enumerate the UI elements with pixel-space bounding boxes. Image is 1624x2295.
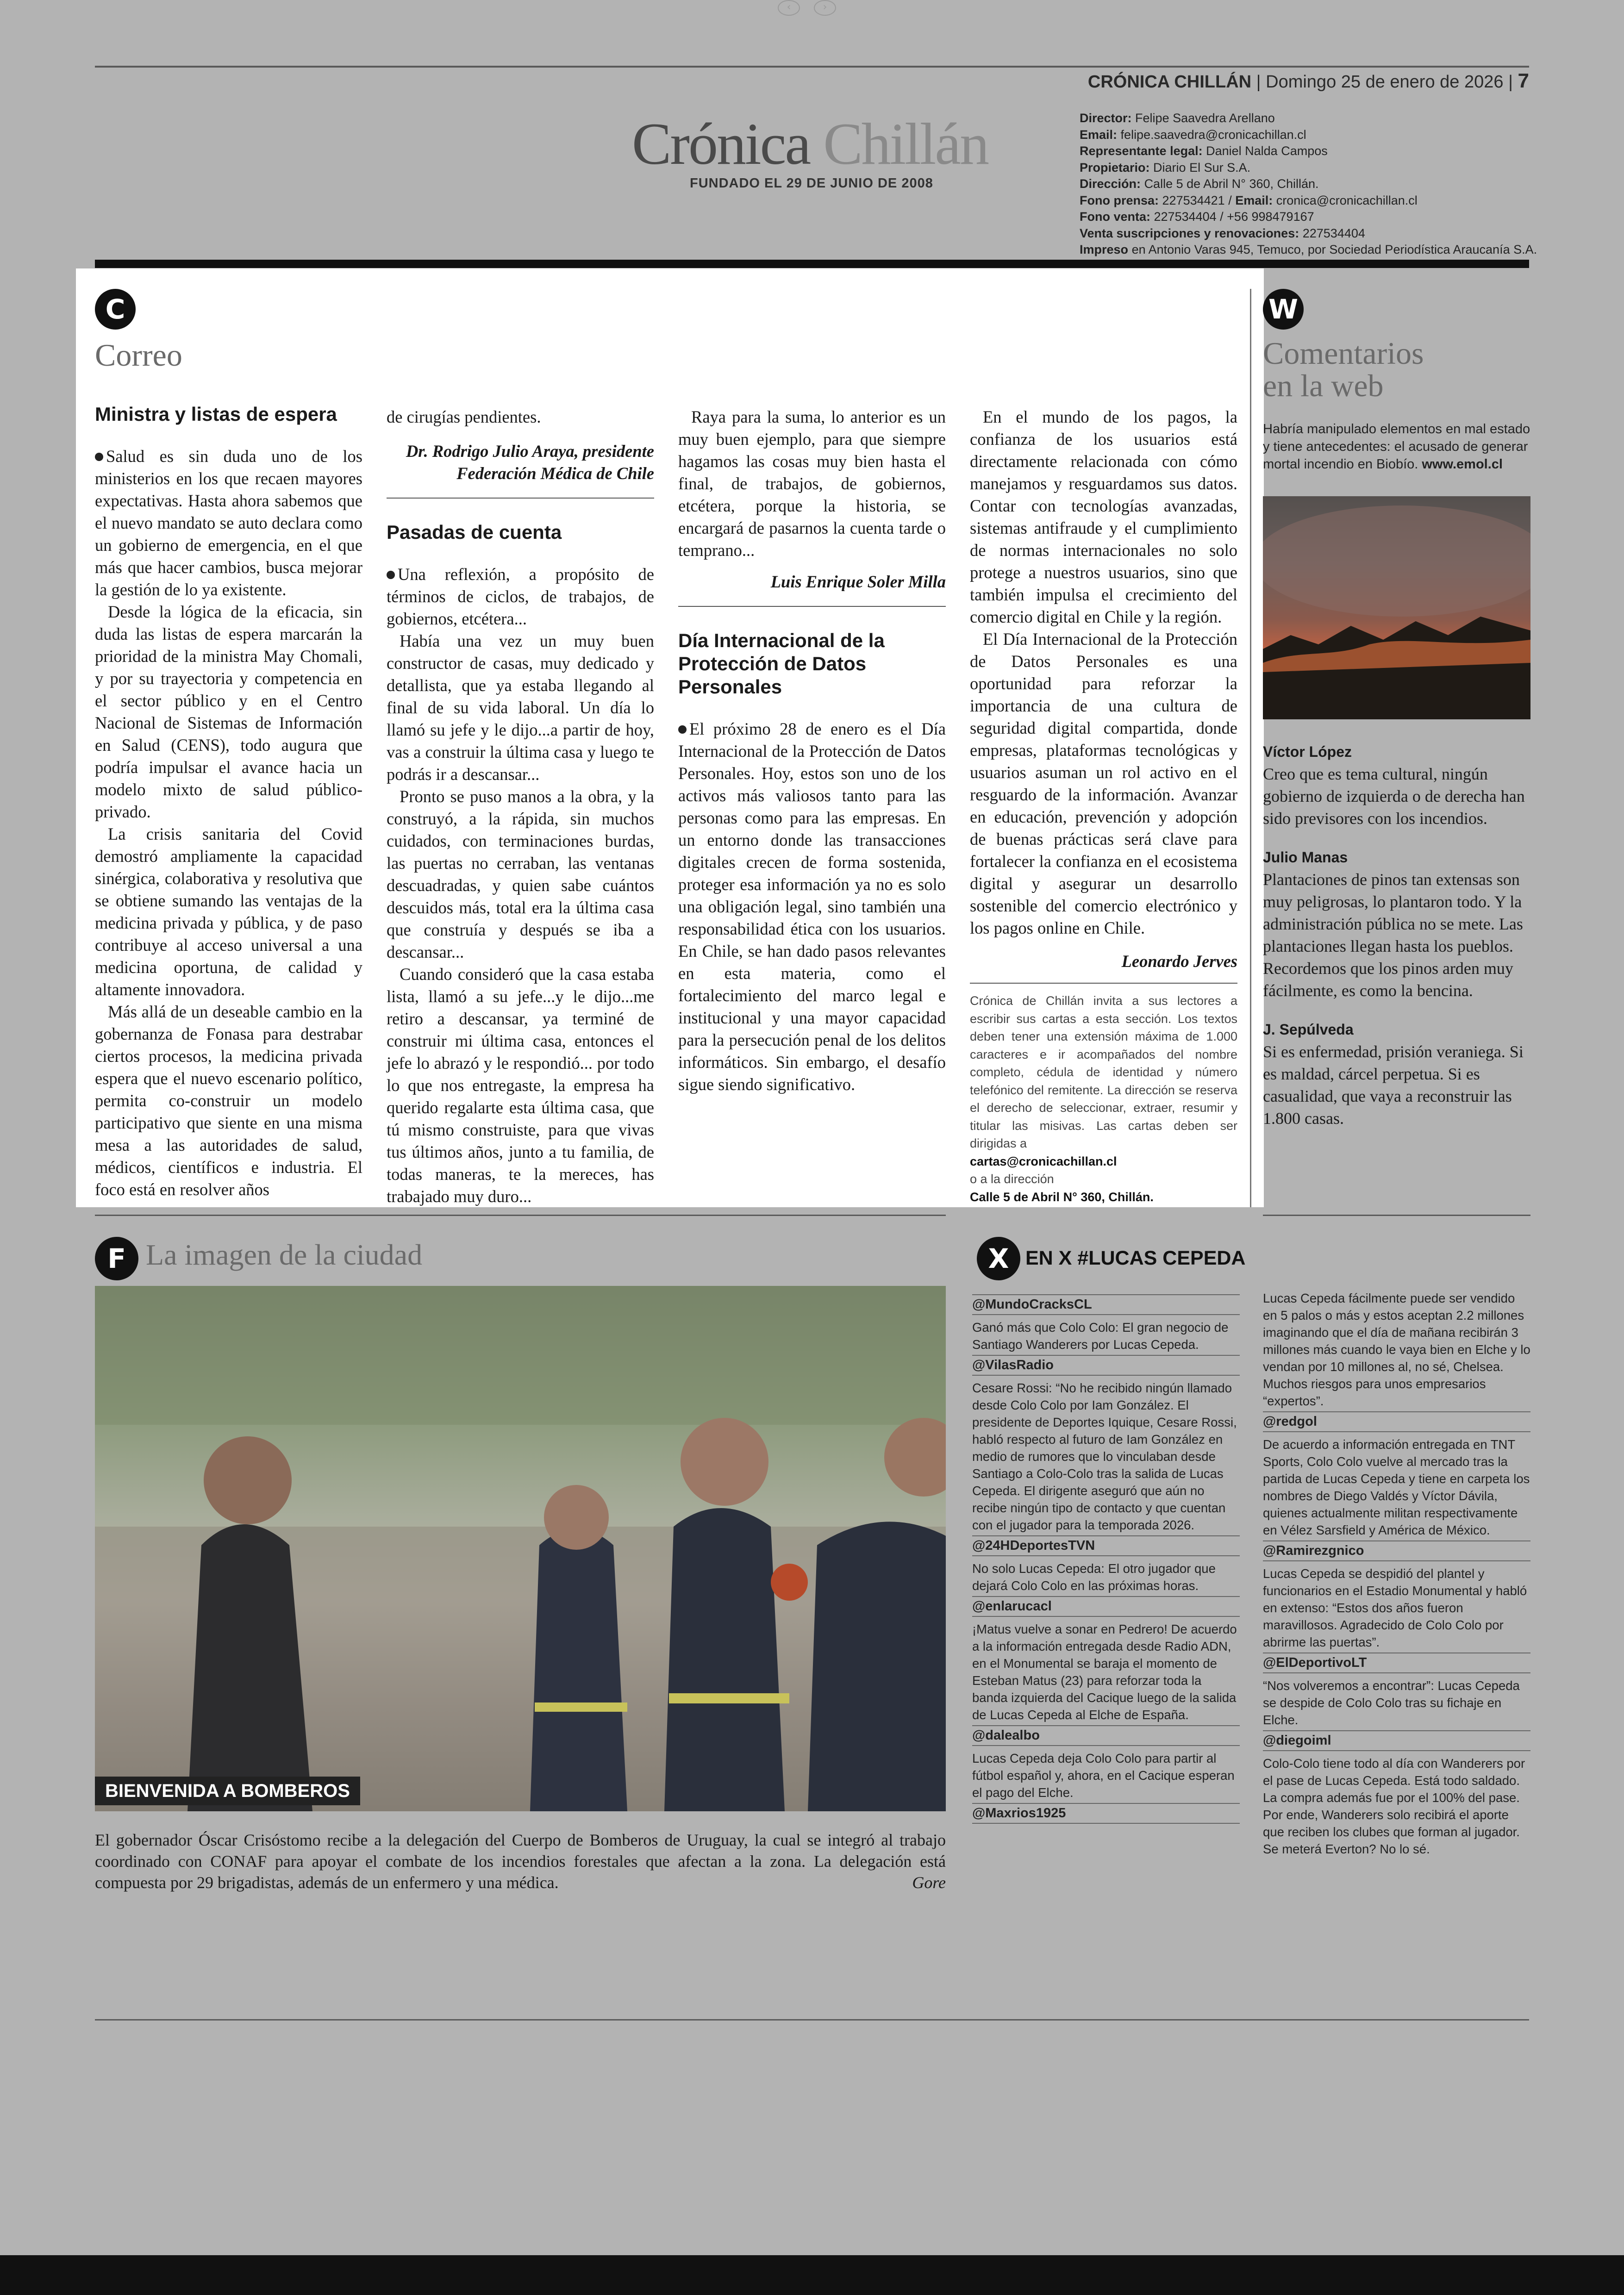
- tweet-text: “Nos volveremos a encontrar”: Lucas Cepeda se despide de Colo Colo tras su fichaje en Elche.: [1263, 1678, 1520, 1727]
- letter-paragraph: Desde la lógica de la eficacia, sin duda las listas de espera marcarán la prioridad de la ministra May Chomali, y por su trayectoria y competencia en el sector público y en el Centro Nacional de Sistemas de Información en Salud (CENS), todo augura que podría impulsar el avance hacia un modelo mixto de salud público-privado.: [95, 602, 362, 821]
- bullet-icon: [387, 571, 395, 579]
- tweet-text: No solo Lucas Cepeda: El otro jugador que dejará Colo Colo en las próximas horas.: [972, 1561, 1216, 1593]
- x-section-title: EN X #LUCAS CEPEDA: [1025, 1247, 1246, 1269]
- wildfire-photo: [1263, 496, 1530, 719]
- staff-line: Impreso en Antonio Varas 945, Temuco, por Sociedad Periodística Araucanía S.A.: [1080, 243, 1537, 256]
- letter-paragraph: Más allá de un deseable cambio en la gobernanza de Fonasa para destrabar ciertos procesos, la medicina privada espera que el nuevo escenario político, permita co-construir un modelo participativo que siente en una misma mesa a las autoridades de salud, médicos, científicos e industria. El foco está en resolver años: [95, 1002, 362, 1199]
- tweet-text: Lucas Cepeda fácilmente puede ser vendido en 5 palos o más y estos aceptan 2.2 millones imaginando que el día de mañana recibirán 3 millones más cuando le vaya bien en Elche y lo vendan por 10 millones al, no sé, Chelsea. Muchos riesgos para unos empresarios “expertos”.: [1263, 1291, 1530, 1408]
- prev-page-button[interactable]: ‹: [778, 0, 800, 16]
- staff-line: Representante legal: Daniel Nalda Campos: [1080, 144, 1328, 158]
- top-rule: [95, 66, 1529, 68]
- next-page-button[interactable]: ›: [814, 0, 836, 16]
- ciudad-section-title: La imagen de la ciudad: [146, 1238, 423, 1271]
- photo-tag: BIENVENIDA A BOMBEROS: [95, 1777, 360, 1805]
- staff-line: Director: Felipe Saavedra Arellano: [1080, 111, 1275, 125]
- staff-line: Venta suscripciones y renovaciones: 227534404: [1080, 226, 1365, 240]
- letter-paragraph: Había una vez un muy buen constructor de casas, muy dedicado y detallista, que ya estaba llegando al final de su vida laboral. Un día lo llamó su jefe y le dijo...a partir de hoy, vas a construir la última casa y luego te podrás ir a descansar...: [387, 631, 654, 784]
- tweet-user[interactable]: @Maxrios1925: [972, 1803, 1240, 1824]
- letter-paragraph: La crisis sanitaria del Covid demostró ampliamente la capacidad sinérgica, colaborativa y resolutiva que se obtiene sumando las ventajas de la medicina privada y pública, y de paso contribuye al acceso universal a una medicina oportuna, de calidad y altamente innovadora.: [95, 824, 362, 999]
- letter-headline: Pasadas de cuenta: [387, 521, 562, 543]
- staff-line: Dirección: Calle 5 de Abril N° 360, Chillán.: [1080, 177, 1319, 191]
- tweet-user[interactable]: @24HDeportesTVN: [972, 1535, 1240, 1556]
- tweet-text: De acuerdo a información entregada en TNT Sports, Colo Colo vuelve al mercado tras la partida de Lucas Cepeda y tiene en carpeta los nombres de Diego Valdés y Víctor Dávila, quienes actualmente militan respectivamente en Vélez Sarsfield y América de México.: [1263, 1437, 1530, 1537]
- bullet-icon: [95, 453, 103, 461]
- letter-paragraph: Raya para la suma, lo anterior es un muy buen ejemplo, para que siempre hagamos las cosas muy bien hasta el final, de trabajos, de gobiernos, etcétera, porque la historia, se encargará de pasarnos la cuenta tarde o temprano...: [678, 407, 946, 560]
- submission-email[interactable]: cartas@cronicachillan.cl: [970, 1154, 1117, 1168]
- correo-section-icon: C: [95, 289, 136, 330]
- comment-text: Si es enfermedad, prisión veraniega. Si es maldad, cárcel perpetua. Si es casualidad, que vaya a reconstruir las 1.800 casas.: [1263, 1042, 1524, 1128]
- letter-column-4: [970, 406, 1237, 1206]
- letter-signature: Luis Enrique Soler Milla: [770, 572, 946, 591]
- letter-paragraph: El Día Internacional de la Protección de Datos Personales es una oportunidad para reforzar la importancia de una cultura de seguridad digital compartida, donde empresas, plataformas tecnológicas y usuarios asuman un rol activo en el resguardo de la información. Avanzar en educación, prevención y adopción de buenas prácticas será clave para fortalecer la confianza en el ecosistema digital y asegurar un desarrollo sostenible del comercio electrónico y los pagos online en Chile.: [970, 630, 1237, 937]
- tweet-text: Ganó más que Colo Colo: El gran negocio de Santiago Wanderers por Lucas Cepeda.: [972, 1320, 1229, 1352]
- letter-signature: Dr. Rodrigo Julio Araya, presidente Federación Médica de Chile: [406, 442, 654, 483]
- tweet-text: Colo-Colo tiene todo al día con Wanderers por el pase de Lucas Cepeda. Está todo saldado. La compra además fue por el 100% del pase. Por ende, Wanderers solo recibirá el aporte que reciben los clubes que forman al jugador. Se meterá Everton? No lo sé.: [1263, 1756, 1525, 1856]
- letter-paragraph: Salud es sin duda uno de los ministerios en los que recaen mayores expectativas. Hasta ahora sabemos que el nuevo mandato se auto declara como un gobierno de emergencia, en el que más que hacer cambios, busca mejorar la gestión de lo ya existente.: [95, 447, 362, 599]
- letter-signature: Leonardo Jerves: [1121, 952, 1237, 971]
- section-rule: [95, 1215, 946, 1216]
- page-number: 7: [1518, 69, 1529, 92]
- commenter-name: Julio Manas: [1263, 849, 1348, 866]
- submission-address: Calle 5 de Abril N° 360, Chillán.: [970, 1190, 1154, 1204]
- letter-column-1: [95, 403, 362, 1201]
- tweet-text: ¡Matus vuelve a sonar en Pedrero! De acuerdo a la información entregada desde Radio ADN, en el Monumental se baraja el momento de Esteban Matus (23) para reforzar toda la banda izquierda del Cacique luego de la salida de Lucas Cepeda al Elche de España.: [972, 1622, 1237, 1722]
- newspaper-logo: Crónica Chillán: [632, 111, 988, 177]
- page-header-info: CRÓNICA CHILLÁN | Domingo 25 de enero de 2026 | 7: [1087, 69, 1529, 92]
- web-comments: [1263, 741, 1530, 1129]
- letter-paragraph: En el mundo de los pagos, la confianza de los usuarios está directamente relacionada con cómo manejamos y resguardamos sus datos. Contar con tecnologías avanzadas, sistemas antifraude y el cumplimiento de normas internacionales no solo protege a nuestros usuarios, sino que también impulsa el crecimiento del comercio digital en Chile y la región.: [970, 407, 1237, 626]
- tweet-user[interactable]: @MundoCracksCL: [972, 1294, 1240, 1315]
- masthead-rule: [95, 260, 1529, 268]
- ciudad-section-icon: F: [95, 1237, 138, 1280]
- letter-paragraph: El próximo 28 de enero es el Día Internacional de la Protección de Datos Personales. Hoy, estos son uno de los activos más valiosos tanto para las personas como para las empresas. En un entorno donde las transacciones digitales crecen de forma sostenida, proteger esa información ya no es solo una obligación legal, sino también una responsabilidad ética con los usuarios. En Chile, se han dado pasos relevantes en esta materia, como el fortalecimiento del marco legal e institucional y una mayor capacidad para la persecución penal de los delitos informáticos. Sin embargo, el desafío sigue siendo significativo.: [678, 719, 946, 1094]
- comment-text: Plantaciones de pinos tan extensas son muy peligrosas, lo plantaron todo. Y la administración pública no se mete. Las plantaciones llegan hasta los pueblos. Recordemos que los pinos arden muy fácilmente, es como la bencina.: [1263, 870, 1523, 1000]
- column-rule: [1250, 289, 1251, 1207]
- letter-paragraph: Cuando consideró que la casa estaba lista, llamó a su jefe...y le dijo...me retiro a descansar, ya terminé de construir mi última casa, entonces el jefe lo abrazó y le respondió... por todo lo que nos entregaste, la empresa ha querido regalarte esta última casa, que tú mismo construiste, para que vivas tus últimos años, junto a tu familia, de todas maneras, te la mereces, has trabajado muy duro...: [387, 965, 654, 1206]
- issue-date: Domingo 25 de enero de 2026: [1266, 72, 1504, 92]
- commenter-name: J. Sepúlveda: [1263, 1021, 1354, 1038]
- letter-paragraph: de cirugías pendientes.: [387, 407, 541, 426]
- letter-divider: [970, 983, 1237, 984]
- publication-name: CRÓNICA CHILLÁN: [1087, 72, 1252, 92]
- letter-paragraph: Pronto se puso manos a la obra, y la construyó, a la rápida, sin muchos cuidados, con terminaciones burdas, las puertas no cerraban, las ventanas descuadradas, y quien sabe cuántos descuidos más, total era la última casa que construía y después se iba a descansar...: [387, 787, 654, 961]
- letter-headline: Día Internacional de la Protección de Datos Personales: [678, 630, 885, 698]
- tweet-text: Lucas Cepeda deja Colo Colo para partir al fútbol español y, ahora, en el Cacique esperan el pago del Elche.: [972, 1751, 1235, 1800]
- x-feed-column-2: [1263, 1290, 1530, 1858]
- source-link[interactable]: www.emol.cl: [1422, 457, 1503, 472]
- bullet-icon: [678, 725, 687, 734]
- tweet-text: Lucas Cepeda se despidió del plantel y funcionarios en el Estadio Monumental y habló en extenso: “Estos dos años fueron maravillosos. Agradecido de Colo Colo por abrirme las puertas”.: [1263, 1566, 1527, 1649]
- tweet-user[interactable]: @enlarucacl: [972, 1596, 1240, 1617]
- bottom-rule: [95, 2019, 1529, 2021]
- tweet-user[interactable]: @Ramirezgnico: [1263, 1540, 1530, 1561]
- page-nav: [778, 0, 847, 16]
- tweet-user[interactable]: @VilasRadio: [972, 1355, 1240, 1376]
- firefighters-photo: [95, 1286, 946, 1811]
- tweet-user[interactable]: @ElDeportivoLT: [1263, 1653, 1530, 1673]
- letter-column-2: [387, 406, 654, 1208]
- correo-section-title: Correo: [95, 337, 182, 373]
- photo-caption: El gobernador Óscar Crisóstomo recibe a la delegación del Cuerpo de Bomberos de Uruguay, la cual se integró al trabajo coordinado con CONAF para apoyar el combate de los incendios forestales que afectan a la zona. La delegación está compuesta por 29 brigadistas, además de un enfermero y una médica. Gore: [95, 1829, 946, 1893]
- comment-text: Creo que es tema cultural, ningún gobierno de izquierda o de derecha han sido previsores con los incendios.: [1263, 765, 1525, 828]
- letter-paragraph: Una reflexión, a propósito de términos de ciclos, de trabajos, de gobiernos, etcétera...: [387, 565, 654, 628]
- staff-box: [1080, 110, 1537, 258]
- staff-line: Fono prensa: 227534421 / Email: cronica@cronicachillan.cl: [1080, 193, 1418, 207]
- tweet-text: Cesare Rossi: “No he recibido ningún llamado desde Colo Colo por Iam González. El presidente de Deportes Iquique, Cesare Rossi, habló respecto al futuro de Iam González en medio de rumores que lo vinculaban desde Santiago a Colo-Colo tras la salida de Lucas Cepeda. El dirigente aseguró que aún no recibe ningún tipo de contacto y que cuentan con el jugador para la temporada 2026.: [972, 1381, 1237, 1532]
- x-feed-column-1: [972, 1292, 1240, 1827]
- web-section-title: Comentarios en la web: [1263, 336, 1424, 403]
- photo-credit: Gore: [912, 1873, 946, 1892]
- tweet-user[interactable]: @dalealbo: [972, 1725, 1240, 1746]
- tweet-user[interactable]: @diegoiml: [1263, 1730, 1530, 1751]
- viewer-bottom-bar: [0, 2255, 1624, 2295]
- staff-line: Fono venta: 227534404 / +56 998479167: [1080, 210, 1314, 224]
- web-lead: Habría manipulado elementos en mal estado y tiene antecedentes: el acusado de generar mortal incendio en Biobío. www.emol.cl: [1263, 422, 1530, 472]
- commenter-name: Víctor López: [1263, 743, 1352, 760]
- letter-divider: [678, 606, 946, 607]
- staff-line: Email: felipe.saavedra@cronicachillan.cl: [1080, 127, 1306, 142]
- staff-line: Propietario: Diario El Sur S.A.: [1080, 160, 1251, 175]
- letter-headline: Ministra y listas de espera: [95, 403, 337, 425]
- section-rule: [1263, 1215, 1530, 1216]
- letter-column-3: [678, 406, 946, 1096]
- tweet-user[interactable]: @redgol: [1263, 1411, 1530, 1432]
- founded-line: FUNDADO EL 29 DE JUNIO DE 2008: [690, 176, 933, 191]
- web-section-icon: W: [1263, 289, 1304, 330]
- submission-note: Crónica de Chillán invita a sus lectores a escribir sus cartas a esta sección. Los textos deben tener una extensión máxima de 1.000 caracteres e ir acompañados del nombre completo, cédula de identidad y número telefónico del remitente. La dirección se reserva el derecho de seleccionar, extraer, resumir y titular las misivas. Las cartas deben ser dirigidas a cartas@cronicachillan.cl o a la dirección Calle 5 de Abril N° 360, Chillán.: [970, 994, 1237, 1204]
- letter-divider: [387, 498, 654, 499]
- x-section-icon: X: [977, 1237, 1020, 1280]
